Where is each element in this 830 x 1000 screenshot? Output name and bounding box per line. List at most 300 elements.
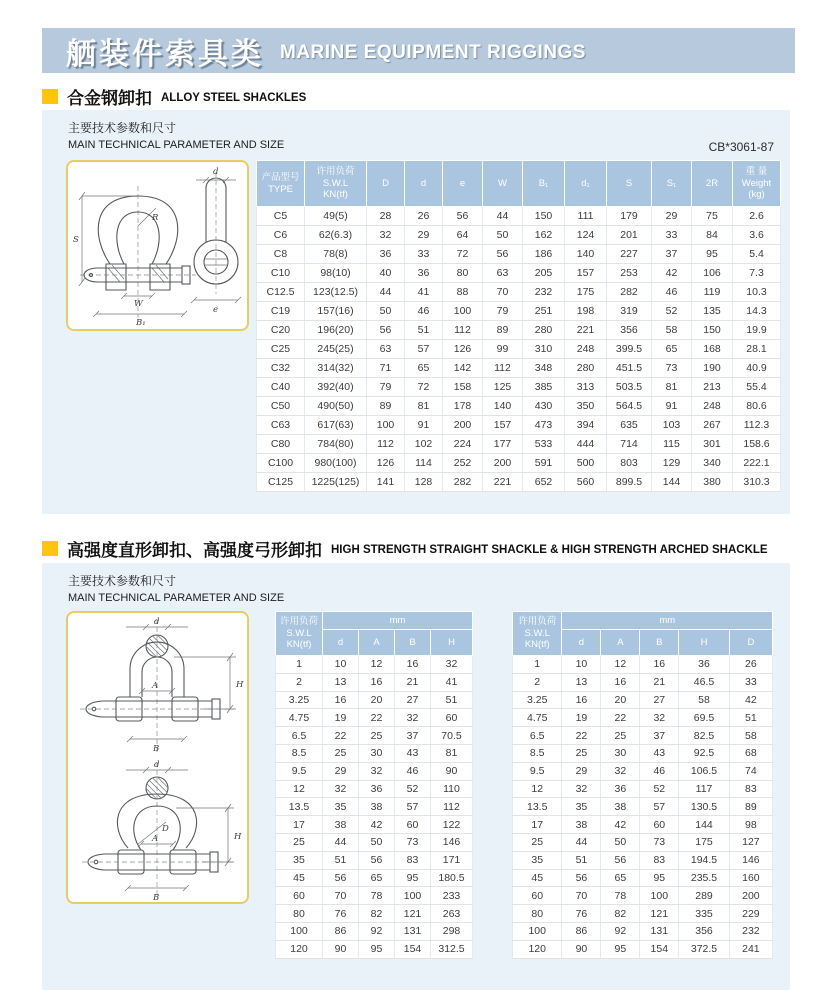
table-cell: 38	[562, 816, 601, 834]
table-cell: 12	[276, 780, 323, 798]
banner-title-zh: 舾装件索具类	[66, 37, 264, 71]
table-cell: 222.1	[733, 454, 781, 473]
column-header: mm	[323, 612, 473, 630]
table-cell: 86	[562, 922, 601, 940]
table-cell: 56	[562, 869, 601, 887]
table-cell: 38	[359, 798, 395, 816]
table-row	[513, 851, 773, 869]
section2-panel	[42, 563, 790, 990]
table-cell: 200	[483, 454, 523, 473]
table-cell: 51	[323, 851, 359, 869]
table-cell: 29	[652, 207, 692, 226]
table-cell: 27	[640, 691, 679, 709]
table-cell: 340	[692, 454, 733, 473]
table-cell: 560	[565, 473, 607, 492]
table-cell: 65	[601, 869, 640, 887]
table-cell: 91	[405, 416, 443, 435]
table-cell: 127	[729, 833, 772, 851]
table-cell: 95	[395, 869, 431, 887]
column-header: D	[367, 161, 405, 207]
table-cell: 100	[276, 922, 323, 940]
column-header: d	[562, 630, 601, 656]
table-cell: 196(20)	[305, 321, 367, 340]
table-cell: 335	[679, 905, 730, 923]
table-cell: 45	[276, 869, 323, 887]
table-row	[276, 673, 473, 691]
table-cell: 179	[607, 207, 652, 226]
table-cell: 263	[431, 905, 473, 923]
standard-code: CB*3061-87	[708, 140, 774, 154]
table-cell: 251	[523, 302, 565, 321]
table-cell: 280	[523, 321, 565, 340]
table-cell: 81	[431, 744, 473, 762]
table-cell: 20	[359, 691, 395, 709]
table-cell: 205	[523, 264, 565, 283]
section2-title-en: HIGH STRENGTH STRAIGHT SHACKLE & HIGH STRENGTH ARCHED SHACKLE	[331, 544, 768, 556]
table-row	[276, 762, 473, 780]
table-cell: 46	[395, 762, 431, 780]
table-cell: C8	[257, 245, 305, 264]
table-row	[513, 727, 773, 745]
table-cell: 76	[323, 905, 359, 923]
table-cell: 73	[652, 359, 692, 378]
table-cell: 200	[443, 416, 483, 435]
table-cell: 52	[395, 780, 431, 798]
table-row	[257, 245, 781, 264]
table-cell: 20	[601, 691, 640, 709]
table-row	[257, 378, 781, 397]
table-cell: 141	[367, 473, 405, 492]
table-cell: C80	[257, 435, 305, 454]
table-cell: 229	[729, 905, 772, 923]
table-cell: 102	[405, 435, 443, 454]
column-header: e	[443, 161, 483, 207]
table-row	[276, 727, 473, 745]
table-cell: 56	[359, 851, 395, 869]
table-cell: 82	[601, 905, 640, 923]
table-cell: 41	[405, 283, 443, 302]
table-cell: 126	[443, 340, 483, 359]
table-cell: 16	[601, 673, 640, 691]
section2-title-zh: 高强度直形卸扣、高强度弓形卸扣	[67, 541, 322, 560]
table-cell: 154	[395, 940, 431, 958]
column-header: d₁	[565, 161, 607, 207]
table-cell: 310.3	[733, 473, 781, 492]
table-row	[257, 302, 781, 321]
table-row	[257, 321, 781, 340]
table-cell: 9.5	[513, 762, 562, 780]
table-cell: 56	[323, 869, 359, 887]
table-row	[276, 869, 473, 887]
table-cell: 70	[323, 887, 359, 905]
table-cell: 8.5	[276, 744, 323, 762]
table-row	[257, 397, 781, 416]
table-cell: 8.5	[513, 744, 562, 762]
yellow-bullet-icon	[42, 89, 58, 104]
table-row	[276, 887, 473, 905]
column-header: H	[431, 630, 473, 656]
table-cell: 350	[565, 397, 607, 416]
table-cell: 253	[607, 264, 652, 283]
table-cell: 17	[276, 816, 323, 834]
table-cell: 158.6	[733, 435, 781, 454]
table-cell: 90	[431, 762, 473, 780]
table-cell: C125	[257, 473, 305, 492]
table-cell: 125	[483, 378, 523, 397]
table-cell: 289	[679, 887, 730, 905]
table-cell: 30	[359, 744, 395, 762]
table-row	[513, 762, 773, 780]
column-header: S₁	[652, 161, 692, 207]
table-cell: 10	[323, 656, 359, 674]
dim-label-e: e	[213, 305, 219, 315]
table-cell: 32	[601, 762, 640, 780]
table-cell: 26	[729, 656, 772, 674]
table-cell: 79	[367, 378, 405, 397]
table-row	[513, 744, 773, 762]
table-cell: 310	[523, 340, 565, 359]
table-cell: 83	[640, 851, 679, 869]
table-row	[513, 673, 773, 691]
table-cell: 213	[692, 378, 733, 397]
table-cell: 241	[729, 940, 772, 958]
table-cell: 62(6.3)	[305, 226, 367, 245]
table-cell: 444	[565, 435, 607, 454]
table-cell: 25	[601, 727, 640, 745]
table-row	[276, 656, 473, 674]
table-row	[257, 416, 781, 435]
table-cell: 52	[640, 780, 679, 798]
table-cell: 899.5	[607, 473, 652, 492]
table-cell: C63	[257, 416, 305, 435]
column-header: d	[405, 161, 443, 207]
straight-shackle-table	[275, 611, 472, 959]
table-cell: 301	[692, 435, 733, 454]
table-cell: 19	[562, 709, 601, 727]
table-cell: 60	[395, 816, 431, 834]
table-cell: 43	[395, 744, 431, 762]
dim-label-d: d	[154, 760, 160, 770]
table-row	[257, 435, 781, 454]
table-cell: 72	[405, 378, 443, 397]
table-cell: 36	[405, 264, 443, 283]
dim-label-b: B	[153, 893, 160, 903]
table-cell: 32	[323, 780, 359, 798]
arched-shackle-drawing	[68, 758, 247, 903]
table-cell: 51	[431, 691, 473, 709]
section2-param-label	[68, 572, 284, 604]
table-cell: 89	[367, 397, 405, 416]
table-cell: 16	[323, 691, 359, 709]
table-cell: 78(8)	[305, 245, 367, 264]
table-cell: 80	[276, 905, 323, 923]
table-cell: 70	[483, 283, 523, 302]
table-cell: 29	[562, 762, 601, 780]
table-cell: 5.4	[733, 245, 781, 264]
table-cell: 73	[395, 833, 431, 851]
table-cell: 224	[443, 435, 483, 454]
column-header: H	[679, 630, 730, 656]
table-cell: 35	[323, 798, 359, 816]
table-cell: 180.5	[431, 869, 473, 887]
table-cell: 16	[359, 673, 395, 691]
table-cell: 78	[601, 887, 640, 905]
table-cell: 70.5	[431, 727, 473, 745]
table-cell: 13	[562, 673, 601, 691]
table-cell: 126	[367, 454, 405, 473]
table-cell: 980(100)	[305, 454, 367, 473]
table-cell: 150	[523, 207, 565, 226]
table-cell: 245(25)	[305, 340, 367, 359]
table-cell: 25	[562, 744, 601, 762]
table-cell: 16	[395, 656, 431, 674]
table-row	[513, 905, 773, 923]
table-cell: 201	[607, 226, 652, 245]
table-cell: 71	[367, 359, 405, 378]
table-cell: C12.5	[257, 283, 305, 302]
table-cell: 135	[692, 302, 733, 321]
section1-heading	[42, 84, 306, 109]
table-cell: 65	[652, 340, 692, 359]
table-cell: 95	[601, 940, 640, 958]
table-cell: 194.5	[679, 851, 730, 869]
table-cell: 114	[405, 454, 443, 473]
table-cell: 81	[405, 397, 443, 416]
yellow-bullet-icon	[42, 541, 58, 556]
table-cell: 26	[405, 207, 443, 226]
table-row	[257, 283, 781, 302]
table-cell: 7.3	[733, 264, 781, 283]
table-cell: C32	[257, 359, 305, 378]
table-cell: 115	[652, 435, 692, 454]
table-cell: 394	[565, 416, 607, 435]
table-cell: 92	[359, 922, 395, 940]
table-row	[276, 940, 473, 958]
table-cell: 84	[692, 226, 733, 245]
table-cell: 32	[562, 780, 601, 798]
table-cell: 13.5	[276, 798, 323, 816]
table-cell: 10	[562, 656, 601, 674]
table-cell: 171	[431, 851, 473, 869]
table-cell: 124	[565, 226, 607, 245]
table-cell: 4.75	[513, 709, 562, 727]
table-cell: C19	[257, 302, 305, 321]
table-row	[276, 833, 473, 851]
column-header: B	[640, 630, 679, 656]
table-cell: 3.6	[733, 226, 781, 245]
table-cell: 103	[652, 416, 692, 435]
table-cell: 55.4	[733, 378, 781, 397]
table-cell: 35	[276, 851, 323, 869]
table-cell: 27	[395, 691, 431, 709]
table-row	[513, 833, 773, 851]
table-cell: 51	[562, 851, 601, 869]
table-cell: 2	[276, 673, 323, 691]
high-strength-shackle-diagrams	[66, 611, 249, 904]
table-cell: 60	[276, 887, 323, 905]
table-cell: 1	[513, 656, 562, 674]
table-cell: 51	[729, 709, 772, 727]
table-cell: 617(63)	[305, 416, 367, 435]
table-cell: 430	[523, 397, 565, 416]
table-cell: 75	[692, 207, 733, 226]
table-cell: 168	[692, 340, 733, 359]
dim-label-h: H	[234, 832, 242, 842]
table-cell: 82	[359, 905, 395, 923]
table-cell: 46	[652, 283, 692, 302]
column-header: 许用负荷 S.W.L KN(tf)	[305, 161, 367, 207]
table-cell: 235.5	[679, 869, 730, 887]
table-cell: 348	[523, 359, 565, 378]
table-cell: 80	[443, 264, 483, 283]
table-cell: 76	[562, 905, 601, 923]
dim-label-dd: D	[162, 824, 169, 834]
table-cell: 4.75	[276, 709, 323, 727]
dim-label-b1: B₁	[136, 318, 146, 328]
table-cell: 160	[729, 869, 772, 887]
table-cell: 178	[443, 397, 483, 416]
table-cell: 21	[395, 673, 431, 691]
section1-title-zh: 合金钢卸扣	[67, 89, 152, 108]
param-label-zh: 主要技术参数和尺寸	[68, 574, 177, 588]
table-cell: 119	[692, 283, 733, 302]
table-cell: 36	[679, 656, 730, 674]
table-cell: 36	[359, 780, 395, 798]
table-row	[513, 940, 773, 958]
column-header: 产品型号 TYPE	[257, 161, 305, 207]
table-cell: 1	[276, 656, 323, 674]
table-cell: 157(16)	[305, 302, 367, 321]
bow-shackle-drawing	[68, 162, 247, 329]
table-cell: 399.5	[607, 340, 652, 359]
table-cell: 298	[431, 922, 473, 940]
table-cell: 146	[431, 833, 473, 851]
table-cell: 56	[367, 321, 405, 340]
dim-label-s: S	[73, 235, 79, 245]
table-cell: 117	[679, 780, 730, 798]
table-cell: 186	[523, 245, 565, 264]
table-row	[276, 691, 473, 709]
table-cell: 144	[652, 473, 692, 492]
table-cell: 98	[729, 816, 772, 834]
data-table	[512, 611, 773, 959]
table-cell: 314(32)	[305, 359, 367, 378]
table-cell: 490(50)	[305, 397, 367, 416]
table-cell: 1225(125)	[305, 473, 367, 492]
table-cell: 16	[562, 691, 601, 709]
table-cell: 282	[607, 283, 652, 302]
table-cell: C5	[257, 207, 305, 226]
table-cell: 95	[640, 869, 679, 887]
table-cell: 129	[652, 454, 692, 473]
table-cell: 232	[729, 922, 772, 940]
table-cell: 131	[395, 922, 431, 940]
table-cell: 22	[323, 727, 359, 745]
table-row	[276, 851, 473, 869]
table-cell: 392(40)	[305, 378, 367, 397]
table-cell: C100	[257, 454, 305, 473]
table-cell: 25	[513, 833, 562, 851]
table-cell: 73	[640, 833, 679, 851]
column-header: A	[601, 630, 640, 656]
table-cell: 372.5	[679, 940, 730, 958]
table-cell: 37	[395, 727, 431, 745]
table-cell: 157	[565, 264, 607, 283]
table-cell: 83	[729, 780, 772, 798]
table-row	[513, 691, 773, 709]
table-cell: 16	[640, 656, 679, 674]
table-cell: 14.3	[733, 302, 781, 321]
table-cell: 280	[565, 359, 607, 378]
table-row	[257, 359, 781, 378]
table-row	[513, 709, 773, 727]
section1-title-en: ALLOY STEEL SHACKLES	[161, 92, 307, 104]
table-cell: 190	[692, 359, 733, 378]
table-cell: 22	[601, 709, 640, 727]
table-cell: 79	[483, 302, 523, 321]
table-cell: 784(80)	[305, 435, 367, 454]
table-cell: 121	[395, 905, 431, 923]
table-cell: 2	[513, 673, 562, 691]
table-cell: 6.5	[513, 727, 562, 745]
table-cell: 56	[443, 207, 483, 226]
table-cell: C25	[257, 340, 305, 359]
table-cell: 356	[679, 922, 730, 940]
table-cell: 25	[323, 744, 359, 762]
table-cell: 92.5	[679, 744, 730, 762]
table-row	[257, 473, 781, 492]
column-header: 许用负荷 S.W.L KN(tf)	[276, 612, 323, 656]
table-cell: 6.5	[276, 727, 323, 745]
table-cell: 33	[729, 673, 772, 691]
table-cell: 3.25	[276, 691, 323, 709]
alloy-shackle-diagram	[66, 160, 249, 331]
table-cell: 65	[359, 869, 395, 887]
table-cell: 57	[395, 798, 431, 816]
table-cell: 22	[359, 709, 395, 727]
table-cell: 70	[562, 887, 601, 905]
table-cell: 100	[640, 887, 679, 905]
table-row	[513, 922, 773, 940]
table-cell: 200	[729, 887, 772, 905]
table-cell: C20	[257, 321, 305, 340]
table-cell: 30	[601, 744, 640, 762]
table-cell: 17	[513, 816, 562, 834]
table-row	[276, 780, 473, 798]
table-cell: 50	[359, 833, 395, 851]
table-cell: 86	[323, 922, 359, 940]
data-table	[256, 160, 781, 492]
column-header: 许用负荷 S.W.L KN(tf)	[513, 612, 562, 656]
section2-heading	[42, 536, 768, 561]
table-cell: 25	[276, 833, 323, 851]
table-cell: 63	[367, 340, 405, 359]
table-cell: 21	[640, 673, 679, 691]
table-cell: 22	[562, 727, 601, 745]
table-cell: 32	[395, 709, 431, 727]
table-row	[257, 340, 781, 359]
table-row	[276, 816, 473, 834]
dim-label-d: d	[154, 617, 160, 627]
table-cell: 44	[483, 207, 523, 226]
table-cell: 36	[601, 780, 640, 798]
table-cell: 37	[640, 727, 679, 745]
table-cell: 319	[607, 302, 652, 321]
table-cell: 112	[367, 435, 405, 454]
table-cell: 49(5)	[305, 207, 367, 226]
column-header: W	[483, 161, 523, 207]
table-cell: 65	[405, 359, 443, 378]
